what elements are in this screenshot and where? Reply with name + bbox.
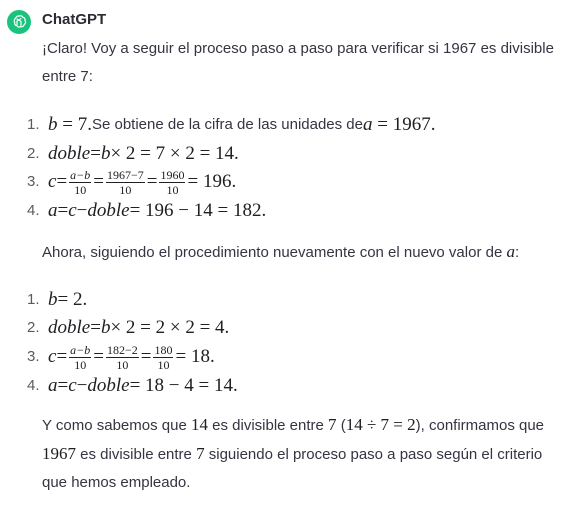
fraction [69, 344, 91, 371]
sender-name: ChatGPT [42, 11, 107, 28]
fraction-numerator: 180 [154, 342, 173, 357]
fraction-denominator: 10 [116, 357, 129, 372]
math-expression: 14 ÷ 7 = 2 [345, 414, 416, 434]
math-variable: a [506, 241, 515, 261]
math-expression: 14 [190, 414, 208, 434]
list-item: 3. c = $\frac{a-b}{10}$ = $\frac{182-2}{10}$ = $\frac{180}{10}$ = 18. [27, 342, 215, 372]
fraction-denominator: 10 [74, 357, 87, 372]
math-variable: c [68, 200, 77, 222]
first-steps-list [27, 111, 554, 226]
closing-text: es divisible entre [76, 445, 197, 463]
math-expression: = [57, 200, 69, 222]
fraction-numerator: 1960 [160, 168, 185, 183]
fraction [159, 169, 185, 196]
closing-text: Y como sabemos que [42, 416, 191, 434]
fraction-numerator: 182−2 [106, 342, 138, 357]
fraction [153, 344, 173, 371]
math-expression: = [56, 171, 68, 193]
math-variable: c [48, 171, 57, 193]
fraction [106, 169, 145, 196]
math-variable: c [48, 346, 57, 368]
list-item: 2. doble = b × 2 = 2 × 2 = 4. [42, 314, 554, 343]
fraction-numerator: 1967−7 [106, 168, 144, 183]
math-variable: doble [48, 142, 91, 164]
closing-text: ( [336, 416, 346, 434]
math-variable: doble [87, 374, 130, 396]
math-expression: = 196. [187, 171, 237, 193]
math-expression: = [146, 171, 158, 193]
list-item: 4. a = c − doble = 196 − 14 = 182. [42, 197, 554, 226]
list-item: 4. a = c − doble = 18 − 4 = 14. [42, 372, 554, 401]
mid-paragraph [42, 226, 554, 267]
list-item: 3. c = $\frac{a-b}{10}$ = $\frac{1967-7}{10}$ = $\frac{1960}{10}$ = 196. [27, 168, 237, 198]
math-expression: = [93, 346, 104, 368]
math-expression: = [90, 142, 101, 164]
closing-text: siguiendo el proceso paso a paso según el criterio que hemos empleado. [42, 445, 543, 491]
fraction-numerator: a−b [70, 342, 91, 357]
second-steps-list [27, 286, 554, 401]
step-text: Se obtiene de la cifra de las unidades de [91, 116, 363, 133]
fraction [69, 169, 91, 196]
mid-end: : [514, 243, 520, 261]
math-expression: − [76, 200, 88, 222]
math-variable: a [48, 374, 58, 396]
math-variable: b [48, 288, 58, 310]
math-variable: a [48, 200, 58, 222]
intro-text: ¡Claro! Voy a seguir el proceso paso a paso para verificar si 1967 es divisible entre 7: [42, 40, 554, 85]
math-expression: = 18 − 4 = 14. [129, 374, 238, 396]
fraction-numerator: a−b [70, 168, 91, 183]
list-item: 2. doble = b × 2 = 7 × 2 = 14. [42, 140, 554, 169]
math-expression: 1967 [42, 443, 76, 463]
fraction-denominator: 10 [166, 183, 179, 198]
math-expression: = [56, 346, 68, 368]
math-expression: = 1967. [372, 114, 436, 135]
math-variable: b [100, 317, 111, 339]
math-expression: × 2 = 7 × 2 = 14. [110, 142, 239, 164]
closing-text: es divisible entre [207, 416, 329, 434]
math-expression: = [57, 374, 69, 396]
math-expression: 7 [196, 443, 205, 463]
math-expression: = 196 − 14 = 182. [129, 200, 267, 222]
math-expression: = 7. [57, 114, 92, 135]
math-expression: − [76, 374, 88, 396]
math-expression: 7 [328, 414, 337, 434]
closing-paragraph [42, 401, 554, 497]
math-expression: = [90, 317, 101, 339]
openai-logo-icon [11, 14, 27, 30]
math-variable: b [48, 114, 58, 135]
fraction-denominator: 10 [157, 357, 170, 372]
math-expression: = 18. [175, 346, 215, 368]
math-expression: = [140, 346, 152, 368]
math-expression: = 2. [57, 288, 88, 310]
list-item: 1. b = 7. Se obtiene de la cifra de las unidades de a = 1967. [42, 111, 554, 140]
math-variable: c [68, 374, 77, 396]
fraction-denominator: 10 [119, 183, 132, 198]
message-body [27, 35, 554, 497]
math-expression: = [93, 171, 104, 193]
fraction [106, 344, 139, 371]
list-item: 1. b = 2. [42, 286, 554, 315]
mid-text: Ahora, siguiendo el procedimiento nuevamente con el nuevo valor de [42, 243, 507, 261]
fraction-denominator: 10 [74, 183, 87, 198]
math-expression: × 2 = 2 × 2 = 4. [110, 317, 230, 339]
math-variable: b [100, 142, 111, 164]
closing-text: ), confirmamos que [415, 416, 545, 434]
math-variable: doble [48, 317, 91, 339]
math-variable: doble [87, 200, 130, 222]
math-variable: a [363, 114, 373, 135]
avatar [7, 10, 31, 34]
